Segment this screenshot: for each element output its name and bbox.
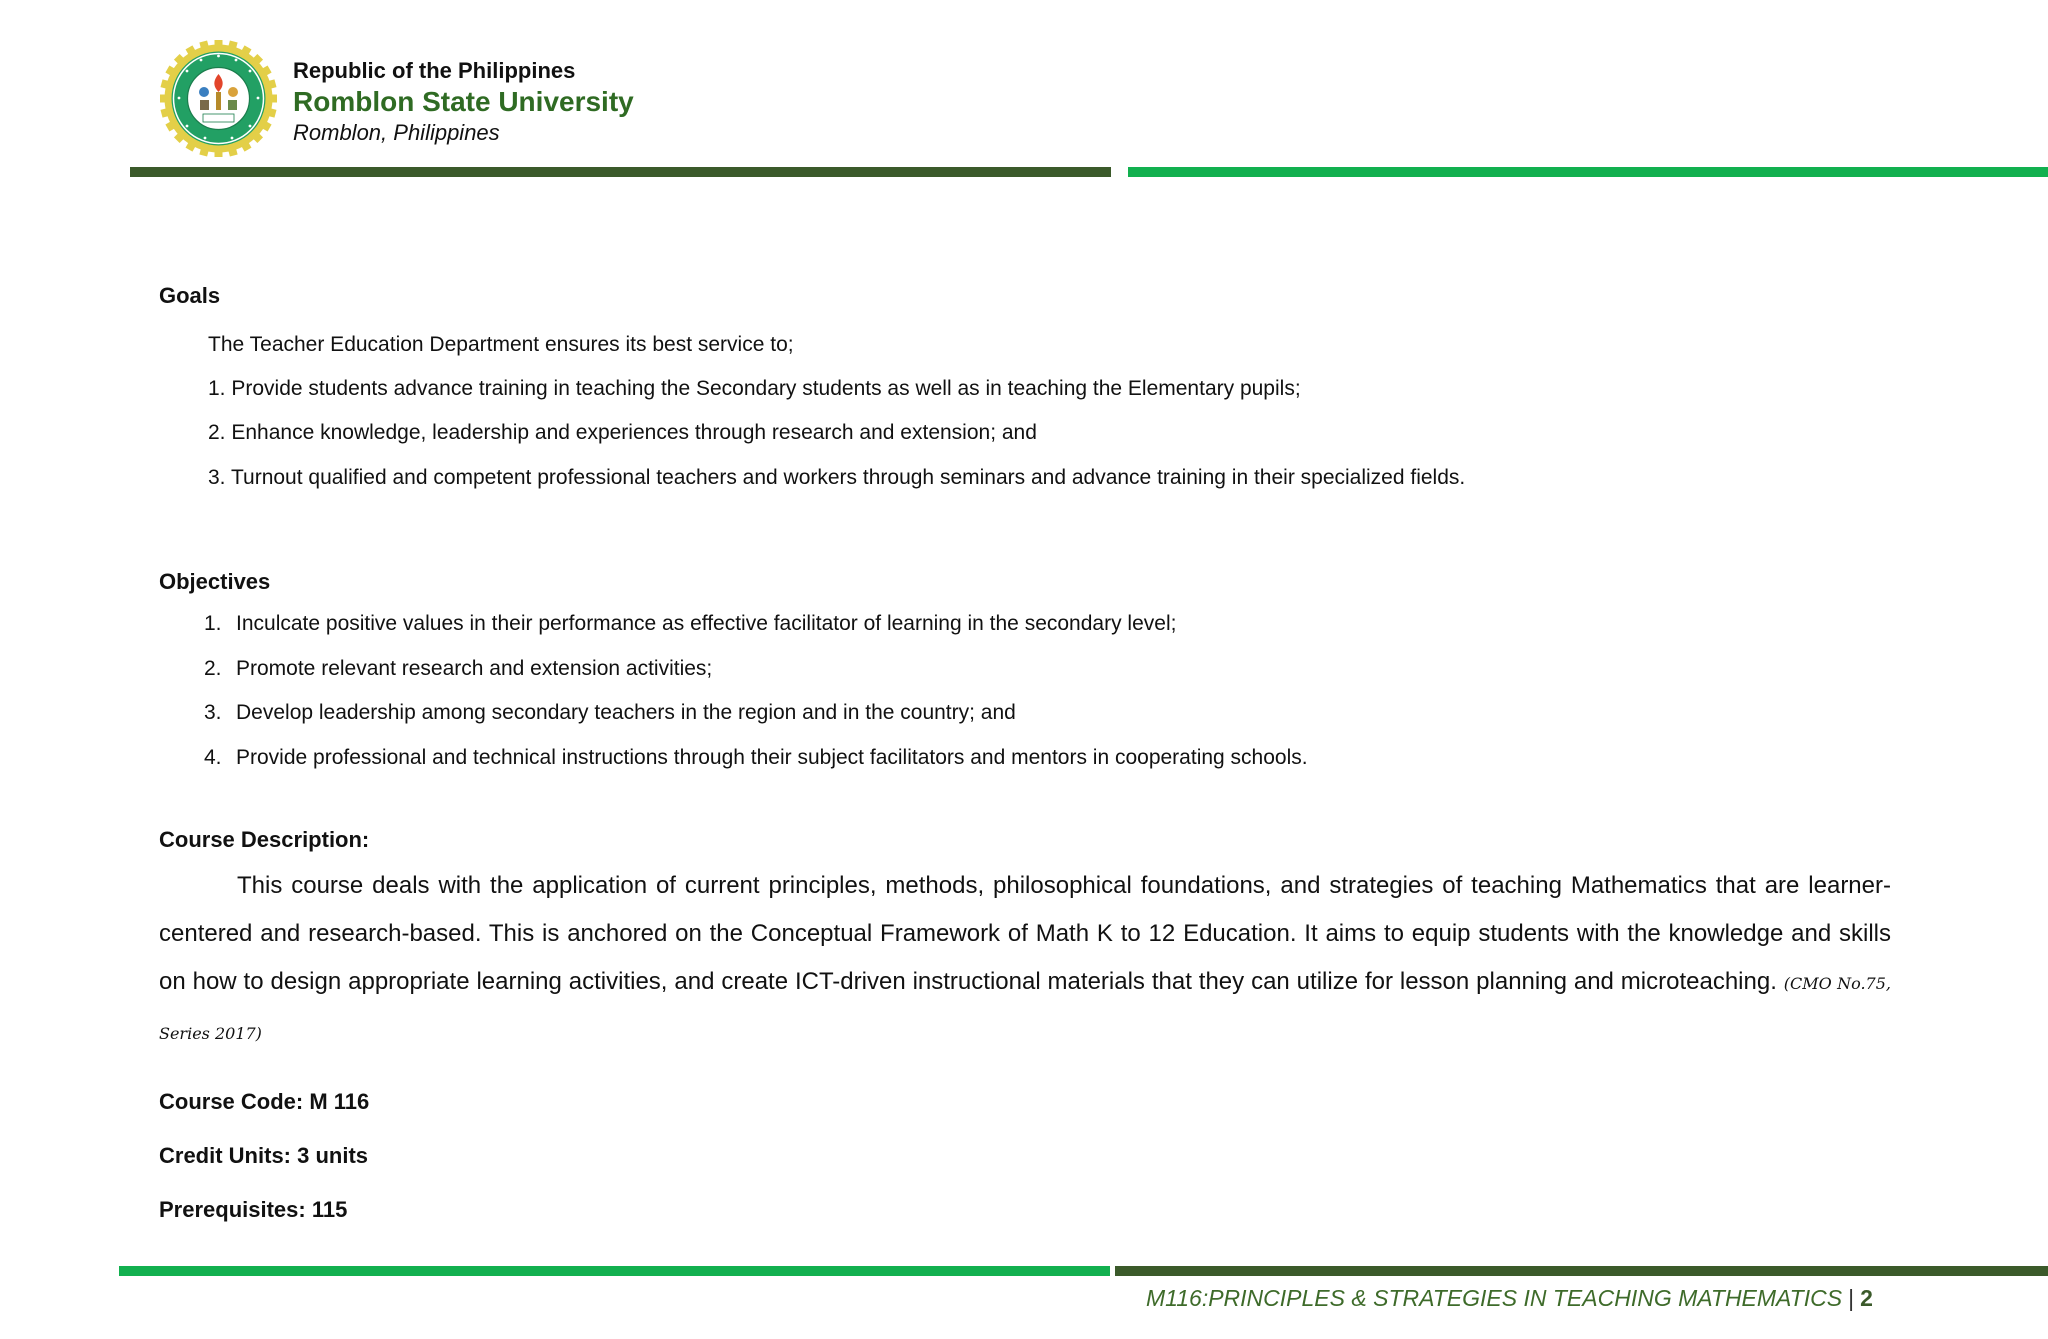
objective-text: Inculcate positive values in their performance as effective facilitator of learning in the secondary level; (236, 612, 1177, 635)
university-seal-graphic (160, 40, 277, 157)
objective-number: 2. (204, 657, 222, 680)
objective-item (204, 612, 1404, 636)
objective-number: 3. (204, 701, 222, 724)
page-number: 2 (1860, 1285, 1873, 1311)
course-description-text: This course deals with the application of current principles, methods, philosophical foundations, and strategies of teaching Mathematics that are learner-centered and research-based. This is anchored on the Conceptual Framework of Math K to 12 Education. It aims to equip students with the knowledge and skills on how to design appropriate learning activities, and create ICT-driven instructional materials that they can utilize for lesson planning and microteaching. (159, 872, 1891, 995)
objective-number: 4. (204, 746, 222, 769)
course-description-body (159, 862, 1891, 1058)
page-footer (1146, 1285, 1873, 1312)
citation: (CMO No.75, Series 2017) (159, 974, 1891, 1043)
goal-item: 2. Enhance knowledge, leadership and experiences through research and extension; and (208, 421, 1037, 444)
seal-gear-tooth (270, 95, 278, 103)
header-text-block (293, 60, 634, 144)
footer-divider-green (119, 1266, 1110, 1276)
footer-separator: | (1848, 1285, 1855, 1311)
goals-intro: The Teacher Education Department ensures its best service to; (208, 333, 794, 356)
header-divider-dark (130, 167, 1111, 177)
objective-item (204, 657, 1404, 681)
goals-heading: Goals (159, 283, 221, 308)
objective-item (204, 746, 1404, 770)
course-code: Course Code: M 116 (159, 1089, 370, 1114)
objective-item (204, 701, 1404, 725)
seal-gear-tooth (215, 40, 223, 48)
seal-gear-tooth (215, 150, 223, 158)
prerequisites: Prerequisites: 115 (159, 1197, 348, 1222)
university-seal-icon (160, 40, 277, 157)
course-description-heading: Course Description: (159, 827, 370, 852)
footer-divider-dark (1115, 1266, 2048, 1276)
footer-course-title: M116:PRINCIPLES & STRATEGIES IN TEACHING MATHEMATICS (1146, 1285, 1843, 1311)
goal-item: 3. Turnout qualified and competent professional teachers and workers through seminars and advance training in their specialized fields. (208, 466, 1466, 489)
objective-text: Provide professional and technical instructions through their subject facilitators and mentors in cooperating schools. (236, 746, 1308, 769)
seal-gear-tooth (160, 95, 168, 103)
objective-text: Promote relevant research and extension activities; (236, 657, 713, 680)
objective-number: 1. (204, 612, 222, 635)
header-divider-green (1128, 167, 2048, 177)
objectives-heading: Objectives (159, 569, 271, 594)
goal-item: 1. Provide students advance training in teaching the Secondary students as well as in teaching the Elementary pupils; (208, 377, 1301, 400)
republic-label: Republic of the Philippines (293, 58, 576, 83)
university-name: Romblon State University (293, 86, 634, 117)
objective-text: Develop leadership among secondary teachers in the region and in the country; and (236, 701, 1016, 724)
university-location: Romblon, Philippines (293, 120, 500, 145)
credit-units: Credit Units: 3 units (159, 1143, 369, 1168)
